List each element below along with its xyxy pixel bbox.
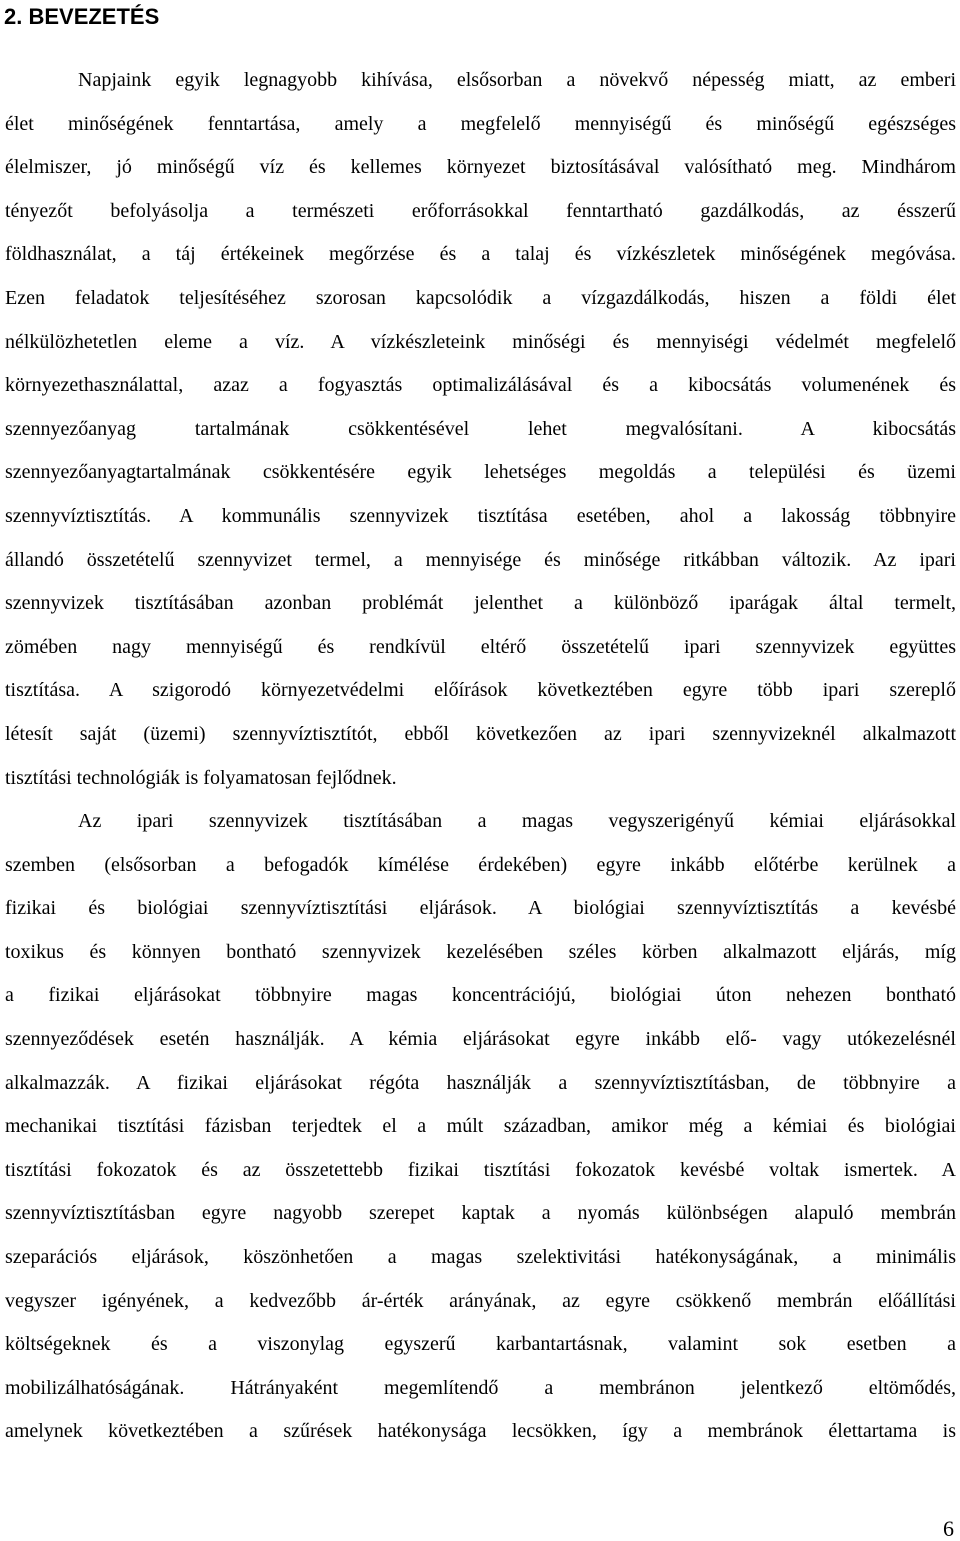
text-line: szennyeződések esetén használják. A kémia eljárásokat egyre inkább elő- vagy utókezelésnél	[5, 1028, 956, 1051]
text-line: mobilizálhatóságának. Hátrányaként megemlítendő a membránon jelentkező eltömődés,	[5, 1376, 956, 1399]
text-line: tisztítása. A szigorodó környezetvédelmi előírások következtében egyre több ipari szereplő	[5, 679, 956, 702]
text-line: zömében nagy mennyiségű és rendkívül eltérő összetételű ipari szennyvizek együttes	[5, 635, 956, 658]
text-line: létesít saját (üzemi) szennyvíztisztítót, ebből következően az ipari szennyvizeknél alkalmazott	[5, 722, 956, 745]
text-line: Ezen feladatok teljesítéséhez szorosan kapcsolódik a vízgazdálkodás, hiszen a földi élet	[5, 286, 956, 309]
text-line: szennyvíztisztítás. A kommunális szennyvizek tisztítása esetében, ahol a lakosság többnyire	[5, 504, 956, 527]
text-line: Az ipari szennyvizek tisztításában a magas vegyszerigényű kémiai eljárásokkal	[78, 810, 956, 833]
text-line: költségeknek és a viszonylag egyszerű karbantartásnak, valamint sok esetben a	[5, 1333, 956, 1356]
text-line: toxikus és könnyen bontható szennyvizek kezelésében széles körben alkalmazott eljárás, míg	[5, 940, 956, 963]
text-line: fizikai és biológiai szennyvíztisztítási eljárások. A biológiai szennyvíztisztítás a kevésbé	[5, 897, 956, 920]
text-line: tisztítási fokozatok és az összetettebb fizikai tisztítási fokozatok kevésbé voltak ismertek. A	[5, 1158, 956, 1181]
text-line: élelmiszer, jó minőségű víz és kellemes környezet biztosításával valósítható meg. Mindhárom	[5, 156, 956, 179]
text-line: környezethasználattal, azaz a fogyasztás optimalizálásával és a kibocsátás volumenének és	[5, 374, 956, 397]
text-line: amelynek következtében a szűrések hatékonysága lecsökken, így a membránok élettartama is	[5, 1420, 956, 1443]
text-line: állandó összetételű szennyvizet termel, a mennyisége és minősége ritkábban változik. Az ipari	[5, 548, 956, 571]
text-line: földhasználat, a táj értékeinek megőrzése és a talaj és vízkészletek minőségének megóvása.	[5, 243, 956, 266]
text-line: szennyezőanyag tartalmának csökkentésével lehet megvalósítani. A kibocsátás	[5, 417, 956, 440]
page-number: 6	[943, 1516, 954, 1541]
text-line: Napjaink egyik legnagyobb kihívása, elsősorban a növekvő népesség miatt, az emberi	[78, 69, 956, 91]
text-line: a fizikai eljárásokat többnyire magas koncentrációjú, biológiai úton nehezen bontható	[5, 984, 956, 1007]
text-line: szennyezőanyagtartalmának csökkentésére egyik lehetséges megoldás a települési és üzemi	[5, 461, 956, 484]
text-line: vegyszer igényének, a kedvezőbb ár-érték arányának, az egyre csökkenő membrán előállítási	[5, 1289, 956, 1312]
section-heading: 2. BEVEZETÉS	[4, 4, 160, 29]
text-line: tisztítási technológiák is folyamatosan fejlődnek.	[5, 766, 397, 789]
text-line: tényezőt befolyásolja a természeti erőforrásokkal fenntartható gazdálkodás, az ésszerű	[5, 199, 956, 222]
text-line: mechanikai tisztítási fázisban terjedtek el a múlt században, amikor még a kémiai és biológiai	[5, 1115, 956, 1138]
text-line: szennyvizek tisztításában azonban problémát jelenthet a különböző iparágak által termelt,	[5, 592, 956, 615]
text-line: szemben (elsősorban a befogadók kímélése érdekében) egyre inkább előtérbe kerülnek a	[5, 853, 956, 876]
text-line: alkalmazzák. A fizikai eljárásokat régóta használják a szennyvíztisztításban, de többnyire a	[5, 1071, 956, 1094]
text-line: élet minőségének fenntartása, amely a megfelelő mennyiségű és minőségű egészséges	[5, 112, 956, 135]
body-text	[5, 59, 956, 1454]
text-line: nélkülözhetetlen eleme a víz. A vízkészleteink minőségi és mennyiségi védelmét megfelelő	[5, 330, 956, 353]
text-line: szeparációs eljárások, köszönhetően a magas szelektivitási hatékonyságának, a minimális	[5, 1246, 956, 1269]
text-line: szennyvíztisztításban egyre nagyobb szerepet kaptak a nyomás különbségen alapuló membrán	[5, 1202, 956, 1225]
